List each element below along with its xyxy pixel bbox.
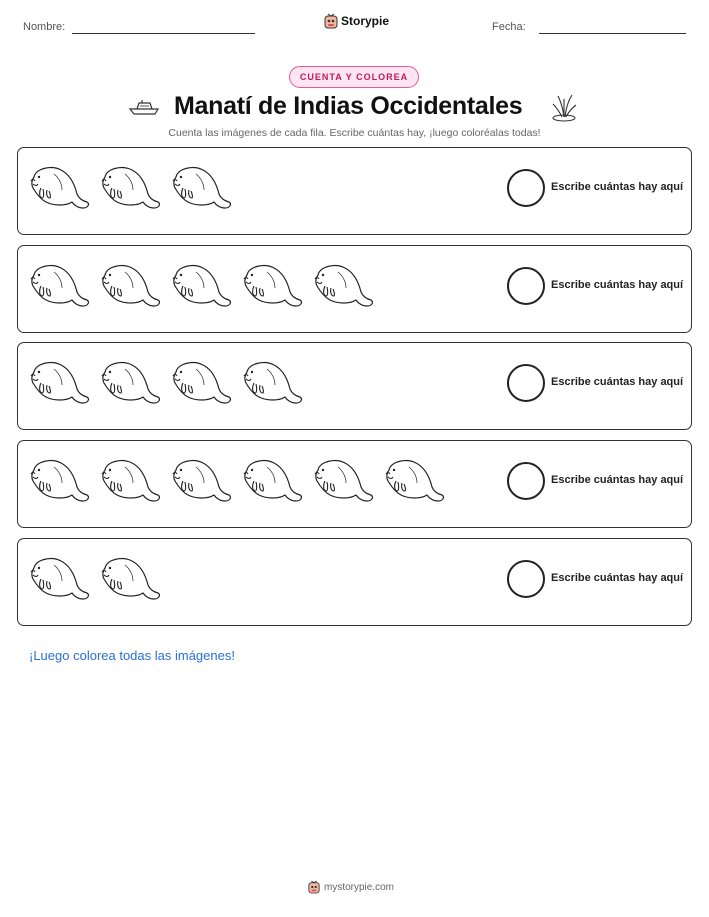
- manatee-icon: [170, 162, 232, 210]
- count-row-5: [17, 538, 692, 626]
- manatee-icon: [28, 260, 90, 308]
- manatee-icon: [99, 455, 161, 503]
- storypie-logo-icon: [324, 13, 338, 29]
- manatee-icon: [170, 260, 232, 308]
- answer-circle[interactable]: [507, 169, 545, 207]
- date-field[interactable]: [539, 33, 686, 34]
- picture-group: [28, 260, 374, 320]
- answer-prompt: Escribe cuántas hay aquí: [551, 181, 684, 193]
- seagrass-icon: [550, 92, 578, 122]
- site-url[interactable]: mystorypie.com: [324, 881, 395, 893]
- brand: [324, 13, 389, 29]
- answer-prompt: Escribe cuántas hay aquí: [551, 279, 684, 291]
- answer-circle[interactable]: [507, 364, 545, 402]
- instructions: Cuenta las imágenes de cada fila. Escribe cuántas hay, ¡luego coloréalas todas!: [168, 127, 541, 139]
- manatee-icon: [170, 357, 232, 405]
- date-label: Fecha:: [492, 21, 526, 33]
- answer-prompt: Escribe cuántas hay aquí: [551, 376, 684, 388]
- picture-group: [28, 553, 161, 613]
- picture-group: [28, 357, 303, 417]
- manatee-icon: [28, 162, 90, 210]
- name-field[interactable]: [72, 33, 255, 34]
- manatee-icon: [312, 260, 374, 308]
- manatee-icon: [99, 357, 161, 405]
- count-row-3: [17, 342, 692, 430]
- name-label: Nombre:: [23, 21, 66, 33]
- brand-name: Storypie: [341, 14, 390, 28]
- count-row-1: [17, 147, 692, 235]
- footer-note: ¡Luego colorea todas las imágenes!: [29, 648, 235, 663]
- manatee-icon: [241, 260, 303, 308]
- manatee-icon: [170, 455, 232, 503]
- activity-badge: CUENTA Y COLOREA: [289, 66, 419, 88]
- answer-circle[interactable]: [507, 462, 545, 500]
- title-row: [0, 90, 709, 126]
- answer-circle[interactable]: [507, 267, 545, 305]
- manatee-icon: [28, 357, 90, 405]
- worksheet-header: [0, 0, 709, 50]
- answer-prompt: Escribe cuántas hay aquí: [551, 572, 684, 584]
- manatee-icon: [99, 162, 161, 210]
- page-title: Manatí de Indias Occidentales: [174, 92, 523, 120]
- manatee-icon: [99, 553, 161, 601]
- count-row-4: [17, 440, 692, 528]
- manatee-icon: [312, 455, 374, 503]
- site-footer: [308, 880, 394, 894]
- manatee-icon: [241, 455, 303, 503]
- picture-group: [28, 455, 445, 515]
- manatee-icon: [241, 357, 303, 405]
- answer-prompt: Escribe cuántas hay aquí: [551, 474, 684, 486]
- storypie-logo-icon: [308, 880, 320, 894]
- manatee-icon: [383, 455, 445, 503]
- answer-circle[interactable]: [507, 560, 545, 598]
- manatee-icon: [99, 260, 161, 308]
- count-row-2: [17, 245, 692, 333]
- manatee-icon: [28, 455, 90, 503]
- boat-icon: [128, 97, 162, 117]
- manatee-icon: [28, 553, 90, 601]
- picture-group: [28, 162, 232, 222]
